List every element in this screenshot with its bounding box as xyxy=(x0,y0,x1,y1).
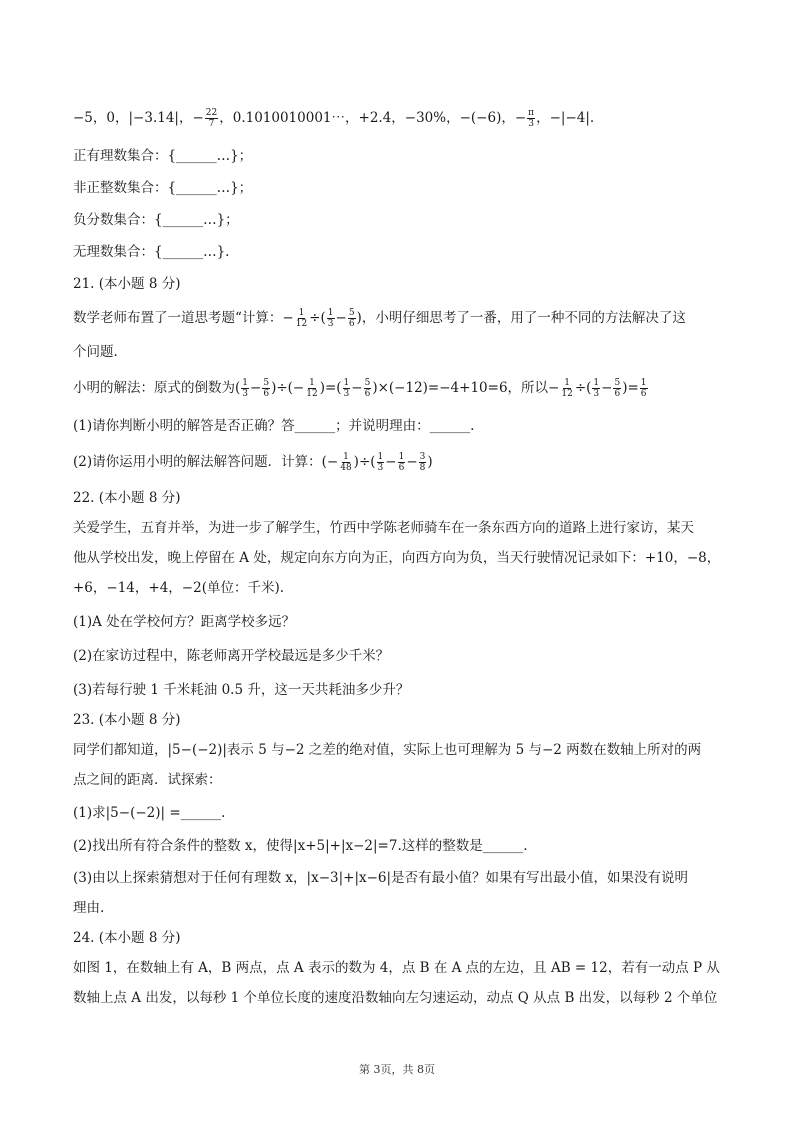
number-list: −5，0，|−3.14|，− $\frac{22}{7}$ ，0.1010010001⋯，+2.4，−30%，−(−6)，− $\frac{\pi}{3}$ ，−|−4|. xyxy=(73,108,595,129)
q22-part1: (1)A 处在学校何方？距离学校多远？ xyxy=(73,614,296,630)
q21-header: 21. (本小题 8 分) xyxy=(73,276,181,292)
set-positive-rational: 正有理数集合：{______…}； xyxy=(73,148,253,164)
q23-part1: (1)求|5−(−2)| =______. xyxy=(73,805,226,821)
q21-part2: (2)请你运用小明的解法解答问题．计算：(− $\frac{1}{48}$ )÷( $\frac{1}{3}$ − $\frac{1}{6}$ − $\frac{3}{8}$ ) xyxy=(73,452,433,473)
fraction-pi-3: $\frac{\pi}{3}$ xyxy=(528,108,535,129)
q23-part3: (3)由以上探索猜想对于任何有理数 x，|x−3|+|x−6|是否有最小值？如果有写出最小值，如果没有说明 xyxy=(73,870,689,886)
q22-line2: 他从学校出发，晚上停留在 A 处，规定向东方向为正，向西方向为负，当天行驶情况记录如下：+10，−8， xyxy=(73,550,721,566)
set-nonpositive-integer: 非正整数集合：{______…}； xyxy=(73,180,253,196)
q23-line2: 点之间的距离．试探索： xyxy=(73,772,222,788)
q23-part2: (2)找出所有符合条件的整数 x，使得|x+5|+|x−2|=7.这样的整数是______. xyxy=(73,838,528,854)
q21-intro-end: 个问题. xyxy=(73,344,118,360)
q21-intro: 数学老师布置了一道思考题“计算：− $\frac{1}{12}$ ÷( $\frac{1}{3}$ − $\frac{5}{6}$ )，小明仔细思考了一番，用了一种不同的方法解决了这 xyxy=(73,308,686,329)
q24-line2: 数轴上点 A 出发，以每秒 1 个单位长度的速度沿数轴向左匀速运动，动点 Q 从点 B 出发，以每秒 2 个单位 xyxy=(73,990,718,1006)
q23-part3-end: 理由. xyxy=(73,900,105,916)
q22-part2: (2)在家访过程中，陈老师离开学校最远是多少千米？ xyxy=(73,648,390,664)
q21-solution: 小明的解法：原式的倒数为( $\frac{1}{3}$ − $\frac{5}{6}$ )÷(− $\frac{1}{12}$ )=( $\frac{1}{3}$ − $\frac{5}{6}$ )×(−12)=−4+10=6，所以− $\frac{1}{12}$ ÷( $\frac{1}{3}$ − $\frac{5}{6}$ )= $\frac{1}{6}$ xyxy=(73,378,647,399)
set-irrational: 无理数集合：{______…}. xyxy=(73,244,230,260)
fraction-22-7: $\frac{22}{7}$ xyxy=(205,108,218,129)
q22-part3: (3)若每行驶 1 千米耗油 0.5 升，这一天共耗油多少升？ xyxy=(73,682,410,698)
q22-line1: 关爱学生，五育并举，为进一步了解学生，竹西中学陈老师骑车在一条东西方向的道路上进行家访，某天 xyxy=(73,520,694,536)
set-negative-fraction: 负分数集合：{______…}； xyxy=(73,212,239,228)
q23-line1: 同学们都知道，|5−(−2)|表示 5 与−2 之差的绝对值，实际上也可理解为 5 与−2 两数在数轴上所对的两 xyxy=(73,742,702,758)
q24-line1: 如图 1，在数轴上有 A，B 两点，点 A 表示的数为 4，点 B 在 A 点的左边，且 AB = 12，若有一动点 P 从 xyxy=(73,960,720,976)
q24-header: 24. (本小题 8 分) xyxy=(73,930,181,946)
q21-part1: (1)请你判断小明的解答是否正确？答______；并说明理由：______. xyxy=(73,418,475,434)
q23-header: 23. (本小题 8 分) xyxy=(73,712,181,728)
q22-line3: +6，−14，+4，−2(单位：千米). xyxy=(73,580,285,596)
page-footer: 第 3页，共 8页 xyxy=(359,1063,435,1076)
q22-header: 22. (本小题 8 分) xyxy=(73,490,181,506)
